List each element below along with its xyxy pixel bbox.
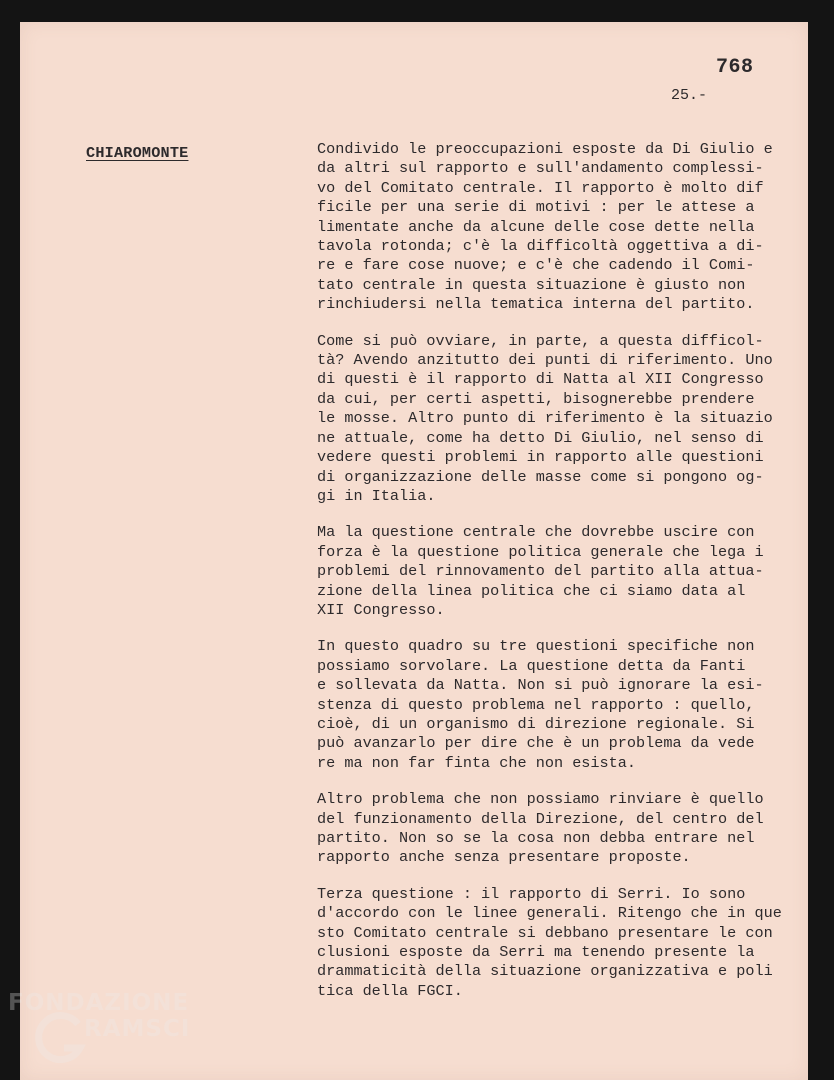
text-line: Come si può ovviare, in parte, a questa difficol- [317,331,764,350]
archive-watermark-logo [4,990,224,1070]
text-line: di questi è il rapporto di Natta al XII Congresso [317,370,764,389]
text-line: drammaticità della situazione organizzativa e poli [317,962,773,981]
text-line: vo del Comitato centrale. Il rapporto è molto dif [317,178,764,197]
text-line: possiamo sorvolare. La questione detta da Fanti [317,656,746,675]
text-line: sto Comitato centrale si debbano presentare le con [317,923,773,942]
text-line: Altro problema che non possiamo rinviare è quello [317,790,764,809]
text-line: XII Congresso. [317,600,445,619]
text-line: Ma la questione centrale che dovrebbe uscire con [317,523,755,542]
text-line: Terza questione : il rapporto di Serri. Io sono [317,884,746,903]
text-line: ne attuale, come ha detto Di Giulio, nel senso di [317,428,764,447]
text-line: tà? Avendo anzitutto dei punti di riferimento. Uno [317,351,773,370]
text-line: da altri sul rapporto e sull'andamento complessi- [317,159,764,178]
text-line: vedere questi problemi in rapporto alle questioni [317,448,764,467]
paragraph [317,885,797,1001]
text-line: partito. Non so se la cosa non debba entrare nel [317,829,755,847]
text-line: tavola rotonda; c'è la difficoltà oggettiva a di- [317,237,764,256]
watermark-g-icon [34,1008,90,1068]
text-line: stenza di questo problema nel rapporto : quello, [317,695,755,714]
text-line: Condivido le preoccupazioni esposte da Di Giulio e [317,140,773,158]
paragraph [317,790,797,868]
text-line: clusioni esposte da Serri ma tenendo presente la [317,943,755,962]
watermark-text: FONDAZIONE [8,990,190,1016]
section-number: 25.- [671,87,708,104]
text-line: di organizzazione delle masse come si pongono og- [317,467,764,486]
text-line: gi in Italia. [317,486,436,505]
text-line: da cui, per certi aspetti, bisognerebbe prendere [317,389,755,408]
text-line: problemi del rinnovamento del partito alla attua- [317,562,764,581]
text-line: re e fare cose nuove; e c'è che cadendo il Comi- [317,256,755,275]
text-line: cioè, di un organismo di direzione regionale. Si [317,714,755,733]
page-number: 768 [716,56,754,79]
speaker-name: CHIAROMONTE [86,144,189,162]
text-line: d'accordo con le linee generali. Ritengo che in que [317,904,782,923]
text-line: le mosse. Altro punto di riferimento è la situazio [317,409,773,428]
text-line: e sollevata da Natta. Non si può ignorare la esi- [317,676,764,695]
text-line: forza è la questione politica generale che lega i [317,542,764,561]
text-line: ficile per una serie di motivi : per le attese a [317,198,755,217]
text-line: tica della FGCI. [317,981,463,1000]
paragraph [317,637,797,773]
text-line: può avanzarlo per dire che è un problema da vede [317,734,755,753]
watermark-text: RAMSCI [84,1016,191,1042]
text-line: tato centrale in questa situazione è giusto non [317,275,746,294]
text-line: rinchiudersi nella tematica interna del partito. [317,295,755,314]
text-line: In questo quadro su tre questioni specifiche non [317,637,755,656]
paragraph [317,523,797,620]
text-line: rapporto anche senza presentare proposte. [317,848,691,867]
text-line: re ma non far finta che non esista. [317,753,636,772]
paragraph [317,332,797,507]
paragraph [317,140,797,315]
text-line: limentate anche da alcune delle cose dette nella [317,217,755,236]
text-line: zione della linea politica che ci siamo data al [317,581,746,600]
speech-body [317,140,797,1018]
text-line: del funzionamento della Direzione, del centro del [317,809,764,828]
